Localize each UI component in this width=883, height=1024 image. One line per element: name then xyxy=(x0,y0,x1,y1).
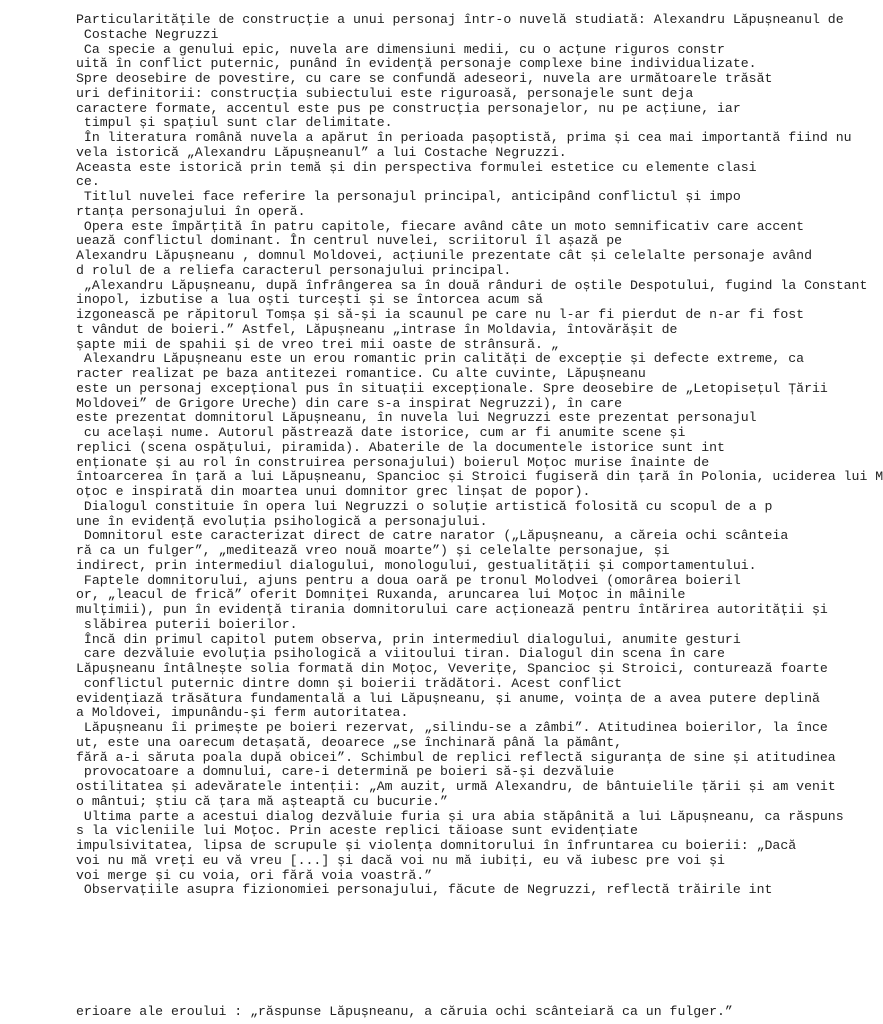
text-line: evidențiază trăsătura fundamentală a lui Lăpușneanu, și anume, voința de a avea putere deplină xyxy=(76,690,820,706)
text-line: Lăpușneanu îi primește pe boieri rezervat, „silindu-se a zâmbi”. Atitudinea boierilor, la înce xyxy=(76,720,828,735)
text-line: uită în conflict puternic, punând în evidență personaje complexe bine individualizate. xyxy=(76,56,757,72)
text-line: este un personaj excepțional pus în situații excepționale. Spre deosebire de „Letopisețul Țării xyxy=(76,380,828,396)
text-line: o mântui; știu că țara mă așteaptă cu bucurie.” xyxy=(76,793,448,809)
text-line: impulsivitatea, lipsa de scrupule și violența domnitorului în înfruntarea cu boierii: „Dacă xyxy=(76,838,797,853)
text-line: t vândut de boieri.” Astfel, Lăpușneanu „intrase în Moldavia, întovărășit de xyxy=(76,321,678,337)
text-line: În literatura română nuvela a apărut în perioada pașoptistă, prima și cea mai importantă fiind nu xyxy=(76,130,852,145)
text-line: Observațiile asupra fizionomiei personajului, făcute de Negruzzi, reflectă trăirile int xyxy=(76,882,773,898)
text-line: enționate și au rol în construirea personajului) boierul Moțoc murise înainte de xyxy=(76,454,710,470)
text-line: s la vicleniile lui Moțoc. Prin aceste replici tăioase sunt evidențiate xyxy=(76,823,638,839)
text-line: d rolul de a reliefa caracterul personajului principal. xyxy=(76,262,512,278)
text-line: șapte mii de spahii și de vreo trei mii oaste de strânsură. „ xyxy=(76,336,559,352)
text-line: mulțimii), pun în evidență tirania domnitorului care acționează pentru întărirea autorității și xyxy=(76,602,828,617)
text-line: voi merge și cu voia, ori fără voia voastră.” xyxy=(76,867,433,883)
text-line: caractere formate, accentul este pus pe construcția personajelor, nu pe acțiune, iar xyxy=(76,100,741,116)
text-line: ostilitatea și adevăratele intenții: „Am auzit, urmă Alexandru, de bântuielile țării și am venit xyxy=(76,779,836,794)
text-line: Domnitorul este caracterizat direct de catre narator („Lăpușneanu, a căreia ochi scânteia xyxy=(76,528,789,544)
text-line: uează conflictul dominant. În centrul nuvelei, scriitorul îl așază pe xyxy=(76,233,623,249)
text-line: întoarcerea în țară a lui Lăpușneanu, Spancioc și Stroici fugiseră din țară în Polonia, uciderea lui M xyxy=(76,469,883,485)
page-bottom-line: erioare ale eroului : „răspunse Lăpușneanu, a căruia ochi scânteiară ca un fulger.” xyxy=(76,1004,733,1019)
text-line: ră ca un fulger”, „meditează vreo nouă moarte”) și celelalte personajue, și xyxy=(76,543,670,558)
text-line: Ca specie a genului epic, nuvela are dimensiuni medii, cu o acțune riguros constr xyxy=(76,41,725,57)
text-line: este prezentat domnitorul Lăpușneanu, în nuvela lui Negruzzi este prezentat personajul xyxy=(76,410,757,426)
text-line: Spre deosebire de povestire, cu care se confundă adeseori, nuvela are următoarele trăsăt xyxy=(76,71,773,86)
text-line: Titlul nuvelei face referire la personajul principal, anticipând conflictul și impo xyxy=(76,189,741,204)
document-page xyxy=(76,12,883,898)
text-line: Moldovei” de Grigore Ureche) din care s-a inspirat Negruzzi), în care xyxy=(76,395,623,411)
text-line: slăbirea puterii boierilor. xyxy=(76,616,298,632)
text-line: Dialogul constituie în opera lui Negruzzi o soluție artistică folosită cu scopul de a p xyxy=(76,498,773,514)
text-line: vela istorică „Alexandru Lăpușneanul” a lui Costache Negruzzi. xyxy=(76,144,567,160)
text-line: rtanța personajului în operă. xyxy=(76,203,306,219)
text-line: Aceasta este istorică prin temă și din perspectiva formulei estetice cu elemente clasi xyxy=(76,159,757,175)
text-line: a Moldovei, impunându-și ferm autoritatea. xyxy=(76,705,409,721)
text-line: Încă din primul capitol putem observa, prin intermediul dialogului, anumite gesturi xyxy=(76,631,741,647)
text-line: Alexandru Lăpușneanu , domnul Moldovei, acțiunile prezentate cât și celelalte personaje având xyxy=(76,248,812,263)
text-line: „Alexandru Lăpușneanu, după înfrângerea sa în două rânduri de oștile Despotului, fugind la Constant xyxy=(76,277,868,293)
text-line: Faptele domnitorului, ajuns pentru a doua oară pe tronul Molodvei (omorârea boieril xyxy=(76,572,741,588)
text-line: voi nu mă vreți eu vă vreu [...] și dacă voi nu mă iubiți, eu vă iubesc pre voi și xyxy=(76,852,725,868)
text-line: oțoc e inspirată din moartea unui domnitor grec linșat de popor). xyxy=(76,484,591,499)
text-line: Ultima parte a acestui dialog dezvăluie furia și ura abia stăpânită a lui Lăpușneanu, ca răspuns xyxy=(76,808,844,824)
text-line: Lăpușneanu întâlnește solia formată din Moțoc, Veverițe, Spancioc și Stroici, conturează foarte xyxy=(76,661,828,676)
text-line: replici (scena ospățului, piramida). Abaterile de la documentele istorice sunt int xyxy=(76,439,725,455)
text-line: Costache Negruzzi xyxy=(76,26,219,42)
document-text-body xyxy=(76,12,883,898)
text-line: or, „leacul de frică” oferit Domniței Ruxanda, aruncarea lui Moțoc in mâinile xyxy=(76,587,686,603)
text-line: izgonească pe răpitorul Tomșa și să-și ia scaunul pe care nu l-ar fi pierdut de n-ar fi fost xyxy=(76,307,805,322)
text-line: fără a-i săruta poala după obicei”. Schimbul de replici reflectă siguranța de sine și atitudinea xyxy=(76,749,836,765)
text-line: ut, este una oarecum detașată, deoarece „se închinară până la pământ, xyxy=(76,734,623,750)
text-line: cu același nume. Autorul păstrează date istorice, cum ar fi anumite scene și xyxy=(76,425,686,440)
text-line: Particularitățile de construcție a unui personaj într-o nuvelă studiată: Alexandru Lăpușneanul de xyxy=(76,12,844,27)
text-line: conflictul puternic dintre domn și boierii trădători. Acest conflict xyxy=(76,675,623,691)
text-line: provocatoare a domnului, care-i determină pe boieri să-și dezvăluie xyxy=(76,764,615,780)
text-line: care dezvăluie evoluția psihologică a viitoului tiran. Dialogul din scena în care xyxy=(76,646,725,662)
text-line: timpul și spațiul sunt clar delimitate. xyxy=(76,115,393,131)
text-line: indirect, prin intermediul dialogului, monologului, gestualității și comportamentului. xyxy=(76,557,757,573)
text-line: inopol, izbutise a lua oști turcești și se întorcea acum să xyxy=(76,292,543,308)
text-line: ce. xyxy=(76,174,100,190)
text-line: Alexandru Lăpușneanu este un erou romantic prin calități de excepție și defecte extreme, ca xyxy=(76,351,805,367)
text-line: uri definitorii: construcția subiectului este riguroasă, personajele sunt deja xyxy=(76,85,694,101)
text-line: Opera este împărțită în patru capitole, fiecare având câte un moto semnificativ care accent xyxy=(76,218,805,234)
text-line: racter realizat pe baza antitezei romantice. Cu alte cuvinte, Lăpușneanu xyxy=(76,366,646,381)
text-line: une în evidență evoluția psihologică a personajului. xyxy=(76,513,488,529)
